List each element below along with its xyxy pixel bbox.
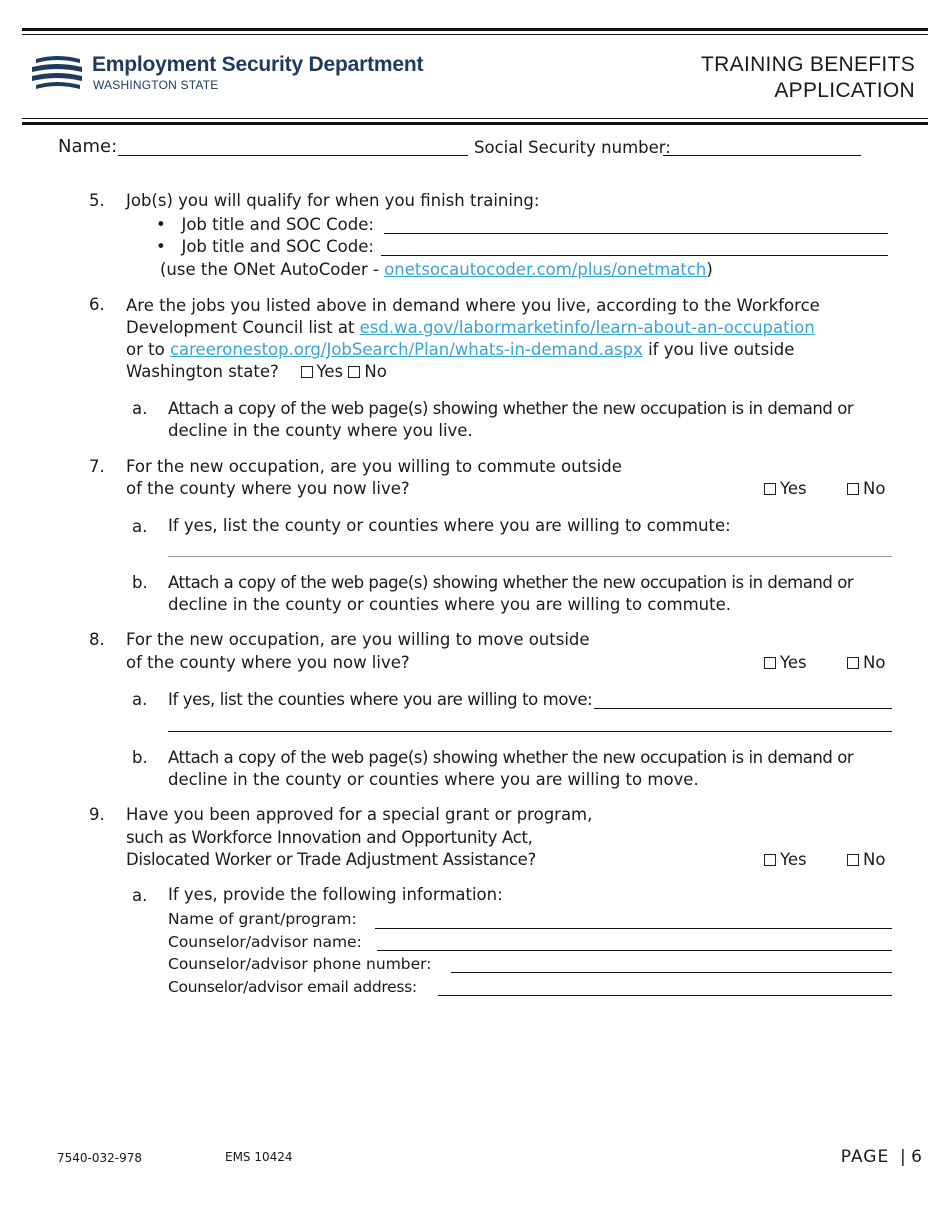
header-bottom-rule <box>22 118 928 119</box>
q9-no-label: No <box>863 850 886 869</box>
q9a-label: a. <box>132 886 148 905</box>
q5-bullet1: • Job title and SOC Code: <box>156 215 374 234</box>
q9a-text: If yes, provide the following information: <box>168 885 503 904</box>
q9-no-checkbox[interactable] <box>847 854 859 866</box>
header-top-rule-thin <box>22 34 928 35</box>
q6-number: 6. <box>89 295 105 314</box>
q9-yes-label: Yes <box>780 850 807 869</box>
q6-line4 <box>126 361 387 383</box>
ssn-field[interactable] <box>663 155 861 156</box>
q6a-line2: decline in the county where you live. <box>168 421 473 440</box>
q7a-field[interactable] <box>168 556 892 557</box>
form-number: 7540-032-978 <box>57 1151 143 1165</box>
q8-line1: For the new occupation, are you willing to move outside <box>126 630 590 649</box>
page-indicator <box>841 1147 922 1167</box>
q9-line3: Dislocated Worker or Trade Adjustment Assistance? <box>126 850 536 869</box>
q6-line3-suffix: if you live outside <box>642 340 795 359</box>
q7-no-label: No <box>863 479 886 498</box>
q6-line3-prefix: or to <box>126 340 170 359</box>
q7b-line1: Attach a copy of the web page(s) showing whether the new occupation is in demand or <box>168 573 854 592</box>
org-sub: WASHINGTON STATE <box>93 78 219 92</box>
form-title-line1: TRAINING BENEFITS <box>701 53 915 76</box>
esd-occupation-link[interactable]: esd.wa.gov/labormarketinfo/learn-about-an-occupation <box>359 318 815 337</box>
header-bottom-rule-thick <box>22 122 928 125</box>
q8-line2: of the county where you now live? <box>126 653 410 672</box>
q9-field4-label: Counselor/advisor email address: <box>168 978 417 996</box>
q9-yes <box>764 850 807 869</box>
q6-line2 <box>126 317 815 339</box>
q7a-label: a. <box>132 517 148 536</box>
header-top-rule <box>22 28 928 31</box>
q7-yes-label: Yes <box>780 479 807 498</box>
q5-note <box>160 259 713 281</box>
q7b-line2: decline in the county or counties where you are willing to commute. <box>168 595 732 614</box>
q5-note-prefix: (use the ONet AutoCoder - <box>160 260 385 279</box>
q5-text: Job(s) you will qualify for when you finish training: <box>126 191 540 210</box>
q5-bullet1-label: Job title and SOC Code: <box>181 215 374 234</box>
q6a-label: a. <box>132 399 148 418</box>
form-title <box>701 52 915 104</box>
q8a-field-2[interactable] <box>168 731 892 732</box>
q9-yes-checkbox[interactable] <box>764 854 776 866</box>
q7-line1: For the new occupation, are you willing to commute outside <box>126 457 622 476</box>
q5-job1-field[interactable] <box>384 233 888 234</box>
q6-line2-prefix: Development Council list at <box>126 318 360 337</box>
q6-line4-text: Washington state? <box>126 362 279 381</box>
q5-bullet2: • Job title and SOC Code: <box>156 237 374 256</box>
q9-field3-label: Counselor/advisor phone number: <box>168 955 432 973</box>
form-title-line2: APPLICATION <box>774 79 915 102</box>
q7-line2: of the county where you now live? <box>126 479 410 498</box>
q8b-line1: Attach a copy of the web page(s) showing whether the new occupation is in demand or <box>168 748 854 767</box>
counselor-name-field[interactable] <box>377 950 892 951</box>
q8-yes <box>764 653 807 672</box>
q8b-label: b. <box>132 748 148 767</box>
q6a-line1: Attach a copy of the web page(s) showing whether the new occupation is in demand or <box>168 399 854 418</box>
ems-number: EMS 10424 <box>225 1150 293 1164</box>
q8-yes-label: Yes <box>780 653 807 672</box>
q6-no-checkbox[interactable] <box>348 366 360 378</box>
careeronestop-link[interactable]: careeronestop.org/JobSearch/Plan/whats-in-demand.aspx <box>169 340 643 359</box>
name-label: Name: <box>58 136 118 157</box>
counselor-phone-field[interactable] <box>451 972 892 973</box>
q6-no-label: No <box>364 362 387 381</box>
q6-line3 <box>126 339 794 361</box>
q5-note-suffix: ) <box>706 260 713 279</box>
q6-yes-checkbox[interactable] <box>301 366 313 378</box>
page-label: PAGE <box>840 1147 890 1167</box>
org-name: Employment Security Department <box>92 53 424 76</box>
q7-no-checkbox[interactable] <box>847 483 859 495</box>
q8a-field[interactable] <box>594 708 892 709</box>
counselor-email-field[interactable] <box>438 995 892 996</box>
q9-no <box>847 850 885 869</box>
q8-yes-checkbox[interactable] <box>764 657 776 669</box>
q8a-label: a. <box>132 690 148 709</box>
q7a-text: If yes, list the county or counties where you are willing to commute: <box>168 516 731 535</box>
q7-no <box>847 479 885 498</box>
q9-line1: Have you been approved for a special grant or program, <box>126 805 593 824</box>
q5-number: 5. <box>89 191 105 210</box>
q8-no-checkbox[interactable] <box>847 657 859 669</box>
esd-logo <box>30 55 450 95</box>
onet-autocoder-link[interactable]: onetsocautocoder.com/plus/onetmatch <box>384 260 707 279</box>
name-field[interactable] <box>118 155 468 156</box>
q9-line2: such as Workforce Innovation and Opportunity Act, <box>126 828 533 847</box>
q7-number: 7. <box>89 457 105 476</box>
q5-job2-field[interactable] <box>381 255 888 256</box>
q8b-line2: decline in the county or counties where you are willing to move. <box>168 770 699 789</box>
q7-yes-checkbox[interactable] <box>764 483 776 495</box>
q7b-label: b. <box>132 573 148 592</box>
q8-number: 8. <box>89 630 105 649</box>
ssn-label: Social Security number: <box>474 138 671 157</box>
q8a-text: If yes, list the counties where you are willing to move: <box>168 690 593 709</box>
q9-number: 9. <box>89 805 105 824</box>
q8-no-label: No <box>863 653 886 672</box>
q7-yes <box>764 479 807 498</box>
q9-field2-label: Counselor/advisor name: <box>168 933 362 951</box>
page-number: 6 <box>911 1147 922 1167</box>
page-separator: | <box>900 1147 906 1167</box>
esd-logo-icon <box>30 55 84 91</box>
grant-name-field[interactable] <box>375 928 892 929</box>
q6-line1: Are the jobs you listed above in demand where you live, according to the Workforce <box>126 296 820 315</box>
q5-bullet2-label: Job title and SOC Code: <box>181 237 374 256</box>
q8-no <box>847 653 885 672</box>
q6-yes-label: Yes <box>316 362 344 381</box>
q9-field1-label: Name of grant/program: <box>168 910 357 928</box>
